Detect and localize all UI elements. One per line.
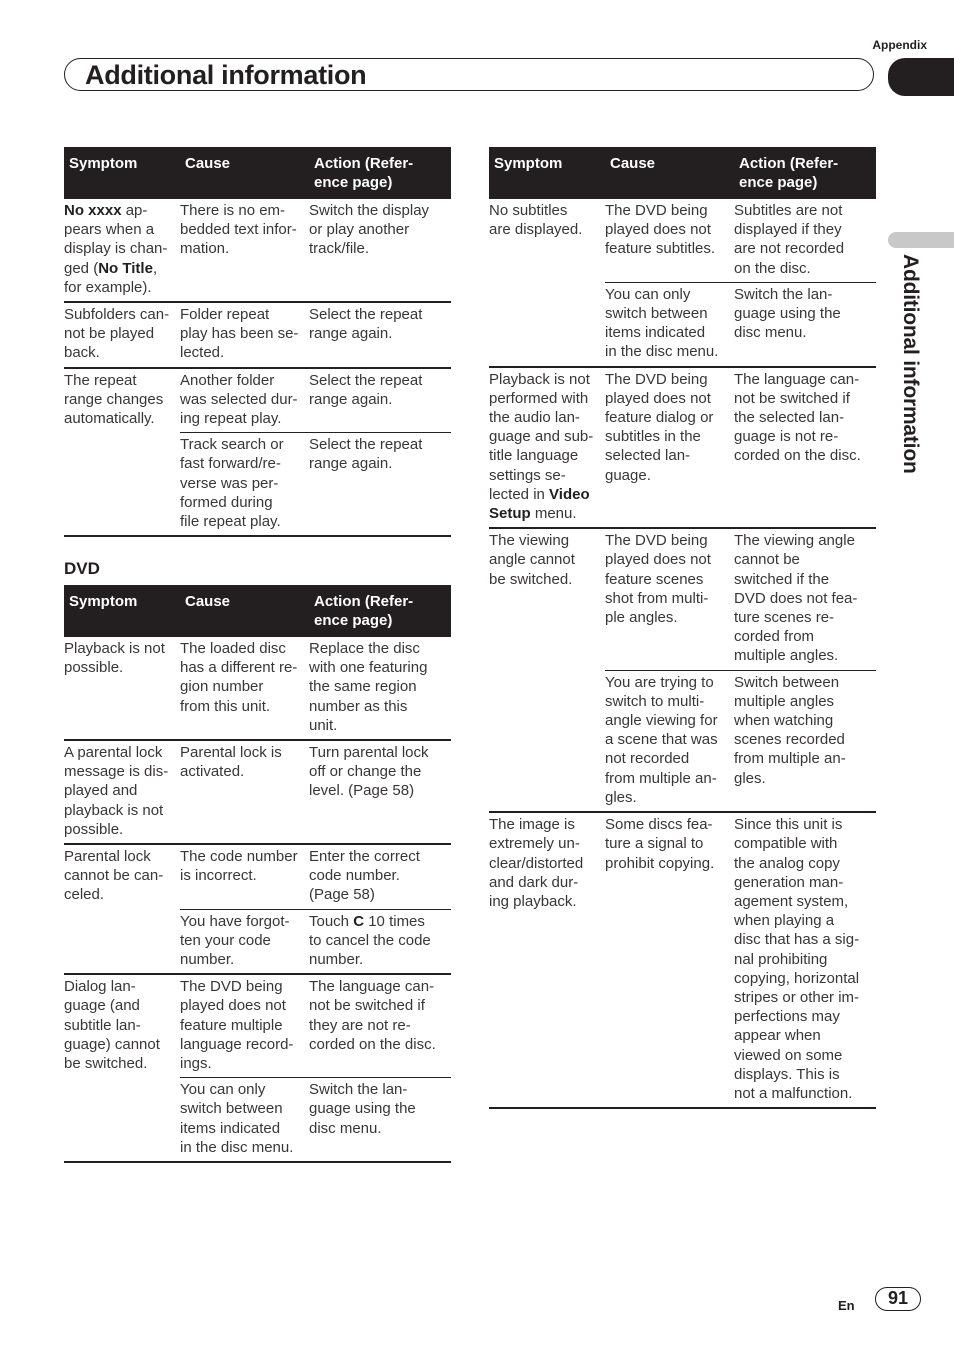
cause-cell: The DVD being played does not feature multiple language record- ings. xyxy=(180,974,309,1078)
action-cell: The viewing angle cannot be switched if the DVD does not fea- ture scenes re- corded from multiple angles. xyxy=(734,528,876,670)
table-row xyxy=(64,974,451,1078)
symptom-header: Symptom xyxy=(64,585,180,637)
action-cell: Touch C 10 times to cancel the code number. xyxy=(309,909,451,974)
cause-header: Cause xyxy=(605,147,734,199)
symptom-cell: The viewing angle cannot be switched. xyxy=(489,528,605,812)
symptom-cell: Subfolders can- not be played back. xyxy=(64,302,180,368)
symptom-cell: Playback is not possible. xyxy=(64,637,180,740)
action-cell: Switch the display or play another track/file. xyxy=(309,199,451,302)
cause-cell: The DVD being played does not feature subtitles. xyxy=(605,199,734,282)
action-cell: Replace the disc with one featuring the same region number as this unit. xyxy=(309,637,451,740)
symptom-cell: No xxxx ap- pears when a display is chan- ged (No Title, for example). xyxy=(64,199,180,302)
symptom-cell: Dialog lan- guage (and subtitle lan- guage) cannot be switched. xyxy=(64,974,180,1162)
symptom-cell: A parental lock message is dis- played and playback is not possible. xyxy=(64,740,180,844)
symptom-header: Symptom xyxy=(489,147,605,199)
table-row xyxy=(64,302,451,368)
table-header-row xyxy=(489,147,876,199)
action-cell: Since this unit is compatible with the analog copy generation man- agement system, when playing a disc that has a sig- nal prohibiting copying, horizontal stripes or other im- perfections may appear when viewed on some displays. This is not a malfunction. xyxy=(734,812,876,1108)
cause-cell: Folder repeat play has been se- lected. xyxy=(180,302,309,368)
cause-cell: The loaded disc has a different re- gion number from this unit. xyxy=(180,637,309,740)
side-section-text: Additional information xyxy=(899,254,922,474)
cause-cell: Another folder was selected dur- ing repeat play. xyxy=(180,368,309,433)
table-row xyxy=(64,740,451,844)
cause-cell: Parental lock is activated. xyxy=(180,740,309,844)
table-dvd-right xyxy=(489,147,876,1109)
cause-cell: Some discs fea- ture a signal to prohibit copying. xyxy=(605,812,734,1108)
symptom-cell: Parental lock cannot be can- celed. xyxy=(64,844,180,974)
side-section-label xyxy=(896,254,926,516)
symptom-cell: The image is extremely un- clear/distorted and dark dur- ing playback. xyxy=(489,812,605,1108)
cause-header: Cause xyxy=(180,147,309,199)
cause-cell: The code number is incorrect. xyxy=(180,844,309,909)
cause-cell: You can only switch between items indicated in the disc menu. xyxy=(180,1078,309,1162)
cause-cell: The DVD being played does not feature dialog or subtitles in the selected lan- guage. xyxy=(605,367,734,529)
action-cell: Turn parental lock off or change the level. (Page 58) xyxy=(309,740,451,844)
table-row xyxy=(64,368,451,433)
action-header: Action (Refer- ence page) xyxy=(309,585,451,637)
action-cell: Enter the correct code number. (Page 58) xyxy=(309,844,451,909)
action-cell: Switch between multiple angles when watching scenes recorded from multiple an- gles. xyxy=(734,670,876,812)
action-cell: Select the repeat range again. xyxy=(309,368,451,433)
cause-cell: The DVD being played does not feature scenes shot from multi- ple angles. xyxy=(605,528,734,670)
table-row xyxy=(64,844,451,909)
table-general xyxy=(64,147,451,537)
table-row xyxy=(489,199,876,282)
page-number: 91 xyxy=(875,1287,921,1311)
symptom-cell: Playback is not performed with the audio lan- guage and sub- title language settings se- lected in Video Setup menu. xyxy=(489,367,605,529)
table-header-row xyxy=(64,147,451,199)
symptom-header: Symptom xyxy=(64,147,180,199)
action-header: Action (Refer- ence page) xyxy=(734,147,876,199)
table-row xyxy=(64,637,451,740)
symptom-cell: The repeat range changes automatically. xyxy=(64,368,180,537)
table-row xyxy=(489,367,876,529)
table-row xyxy=(489,528,876,670)
action-cell: Select the repeat range again. xyxy=(309,433,451,537)
action-header: Action (Refer- ence page) xyxy=(309,147,451,199)
cause-cell: You have forgot- ten your code number. xyxy=(180,909,309,974)
cause-cell: There is no em- bedded text infor- mation. xyxy=(180,199,309,302)
cause-cell: You are trying to switch to multi- angle viewing for a scene that was not recorded from multiple an- gles. xyxy=(605,670,734,812)
symptom-cell: No subtitles are displayed. xyxy=(489,199,605,367)
action-cell: Switch the lan- guage using the disc menu. xyxy=(734,282,876,366)
footer-language: En xyxy=(838,1298,855,1313)
section-tab-dark xyxy=(888,58,954,96)
cause-cell: Track search or fast forward/re- verse was per- formed during file repeat play. xyxy=(180,433,309,537)
table-row xyxy=(489,812,876,1108)
section-tab-gray xyxy=(888,232,954,248)
cause-header: Cause xyxy=(180,585,309,637)
action-cell: Select the repeat range again. xyxy=(309,302,451,368)
action-cell: Subtitles are not displayed if they are not recorded on the disc. xyxy=(734,199,876,282)
appendix-label: Appendix xyxy=(872,38,927,52)
action-cell: The language can- not be switched if the selected lan- guage is not re- corded on the disc. xyxy=(734,367,876,529)
table-header-row xyxy=(64,585,451,637)
table-dvd-left xyxy=(64,585,451,1163)
title-bar xyxy=(64,58,874,91)
table-row xyxy=(64,199,451,302)
page-title: Additional information xyxy=(85,60,367,90)
action-cell: Switch the lan- guage using the disc menu. xyxy=(309,1078,451,1162)
dvd-section-heading: DVD xyxy=(64,559,100,578)
cause-cell: You can only switch between items indicated in the disc menu. xyxy=(605,282,734,366)
action-cell: The language can- not be switched if they are not re- corded on the disc. xyxy=(309,974,451,1078)
